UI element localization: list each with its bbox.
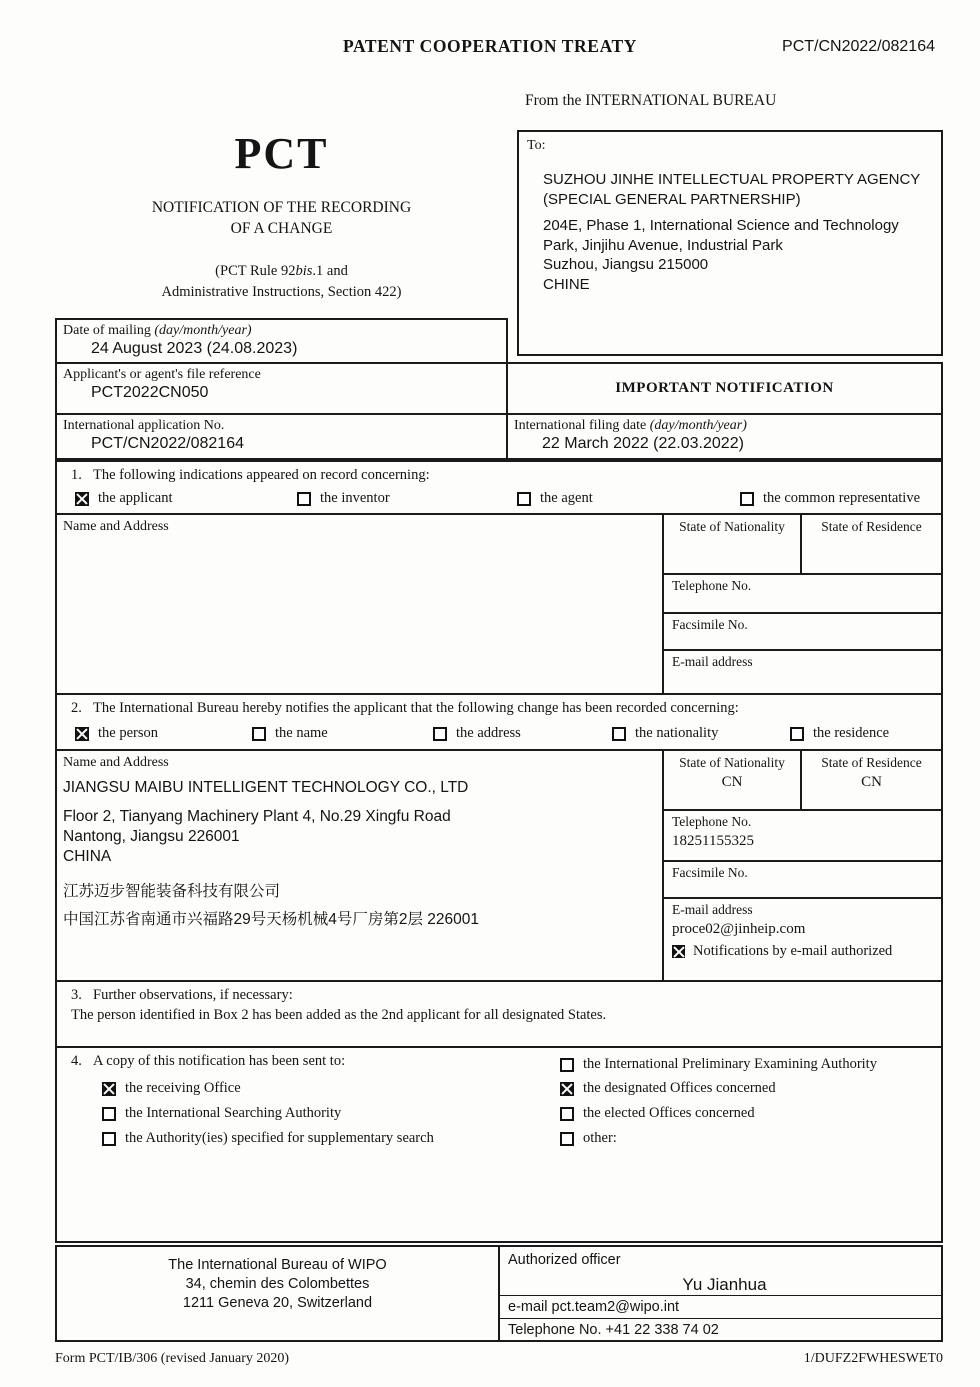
recipient-address — [543, 170, 933, 294]
box1-header: 1. The following indications appeared on record concerning: the applicant the inventor the agent the common representative — [57, 462, 941, 515]
recipient-city: Suzhou, Jiangsu 215000 — [543, 256, 709, 273]
file-reference-label: Applicant's or agent's file reference — [63, 367, 261, 382]
applicant-address-line1: Floor 2, Tianyang Machinery Plant 4, No.29 Xingfu Road — [63, 808, 451, 825]
box1-email-label: E-mail address — [672, 654, 753, 670]
box2-header: 2. The International Bureau hereby notifies the applicant that the following change has been recorded concerning: the person the name the address the nationality the residence — [57, 695, 941, 751]
box1-nationality-label: State of Nationality — [664, 515, 802, 573]
box2-email-label: E-mail address — [672, 901, 753, 917]
application-no-box — [55, 413, 508, 460]
authorized-officer-label: Authorized officer — [508, 1252, 621, 1268]
file-reference-box — [55, 362, 508, 415]
box3-observation-text: The person identified in Box 2 has been added as the 2nd applicant for all designated States. — [71, 1007, 607, 1023]
from-international-bureau: From the INTERNATIONAL BUREAU — [525, 92, 777, 109]
recipient-street: 204E, Phase 1, International Science and Technology Park, Jinjihu Avenue, Industrial Park — [543, 217, 899, 254]
box4-option-other: other: — [560, 1130, 617, 1147]
box2-option-nationality: the nationality — [612, 725, 718, 742]
box4-copies-sent: 4. A copy of this notification has been sent to: the International Preliminary Examining Authority the receiving Office the designated Offices concerned the International Searching Authority the elected Offices concerned the Authority(ies) specified for supplementary search other: — [71, 1053, 877, 1146]
box4-option-ipea: the International Preliminary Examining Authority — [560, 1056, 877, 1073]
box2-telephone-label: Telephone No. — [672, 814, 752, 830]
file-reference-value: PCT2022CN050 — [91, 384, 209, 401]
inventor-checkbox-icon — [297, 492, 311, 506]
filing-date-value: 22 March 2022 (22.03.2022) — [542, 435, 744, 452]
box1-name-address-cell — [57, 515, 664, 693]
box2-option-name: the name — [252, 725, 328, 742]
common-representative-checkbox-icon — [740, 492, 754, 506]
treaty-title: PATENT COOPERATION TREATY — [342, 36, 638, 56]
box4-heading: A copy of this notification has been sent to: — [93, 1053, 346, 1069]
document-code: 1/DUFZ2FWHESWET0 — [803, 1351, 943, 1366]
box2-residence-value: CN — [861, 774, 882, 790]
date-of-mailing-value: 24 August 2023 (24.08.2023) — [91, 340, 298, 357]
box2-nationality-value: CN — [721, 774, 743, 790]
form-title: NOTIFICATION OF THE RECORDING OF A CHANGE — [151, 199, 412, 237]
important-notification-label: IMPORTANT NOTIFICATION — [615, 380, 834, 396]
important-notification-box — [506, 362, 943, 415]
box2-body — [57, 751, 941, 982]
address-checkbox-icon — [433, 727, 447, 741]
main-form-table — [55, 460, 943, 1243]
residence-checkbox-icon — [790, 727, 804, 741]
box1-facsimile-label: Facsimile No. — [664, 614, 941, 652]
agent-checkbox-icon — [517, 492, 531, 506]
box4-option-receiving-office: the receiving Office — [102, 1080, 241, 1097]
box4-option-supplementary-search: the Authority(ies) specified for supplementary search — [102, 1130, 434, 1147]
box2-email-value: proce02@jinheip.com — [672, 920, 806, 937]
applicant-address-chinese: 中国江苏省南通市兴福路29号天杨机械4号厂房第2层 226001 — [63, 911, 480, 928]
isa-checkbox-icon — [102, 1107, 116, 1121]
nationality-checkbox-icon — [612, 727, 626, 741]
application-no-label: International application No. — [63, 418, 225, 433]
bureau-address: The International Bureau of WIPO 34, chemin des Colombettes 1211 Geneva 20, Switzerland — [57, 1247, 500, 1340]
box4-option-elected-offices: the elected Offices concerned — [560, 1105, 755, 1122]
applicant-address-line2: Nantong, Jiangsu 226001 — [63, 828, 240, 845]
box2-nationality-label: State of Nationality — [679, 755, 785, 770]
box1-name-address-label: Name and Address — [63, 519, 169, 534]
box3-observations: 3. Further observations, if necessary: The person identified in Box 2 has been added as the 2nd applicant for all designated States. — [57, 982, 941, 1048]
ipea-checkbox-icon — [560, 1058, 574, 1072]
box4-option-isa: the International Searching Authority — [102, 1105, 341, 1122]
authorized-officer-cell — [500, 1247, 941, 1340]
box2-option-person: the person — [75, 725, 158, 742]
box1-option-agent: the agent — [517, 490, 593, 507]
authorized-officer-name: Yu Jianhua — [682, 1275, 767, 1294]
email-authorized-option: Notifications by e-mail authorized — [672, 943, 933, 960]
supplementary-search-checkbox-icon — [102, 1132, 116, 1146]
box2-facsimile-label: Facsimile No. — [664, 862, 941, 899]
receiving-office-checkbox-icon — [102, 1082, 116, 1096]
box2-name-address-label: Name and Address — [63, 755, 169, 770]
recipient-address-box — [517, 130, 943, 356]
application-number-header: PCT/CN2022/082164 — [782, 38, 935, 55]
page-footer — [55, 1351, 943, 1367]
box2-residence-label: State of Residence — [821, 755, 922, 770]
form-id: Form PCT/IB/306 (revised January 2020) — [55, 1351, 290, 1366]
box1-body — [57, 515, 941, 695]
box1-option-common-representative: the common representative — [740, 490, 920, 507]
recipient-country: CHINE — [543, 275, 590, 293]
application-no-value: PCT/CN2022/082164 — [91, 435, 244, 452]
box1-option-inventor: the inventor — [297, 490, 390, 507]
name-checkbox-icon — [252, 727, 266, 741]
other-checkbox-icon — [560, 1132, 574, 1146]
date-of-mailing-box: Date of mailing (day/month/year) 24 August 2023 (24.08.2023) — [55, 318, 508, 364]
officer-telephone: Telephone No. +41 22 338 74 02 — [500, 1318, 941, 1341]
applicant-address-line3: CHINA — [63, 848, 112, 865]
applicant-checkbox-icon — [75, 492, 89, 506]
applicant-name: JIANGSU MAIBU INTELLIGENT TECHNOLOGY CO., LTD — [63, 779, 469, 796]
box2-telephone-value: 18251155325 — [672, 833, 754, 850]
box2-name-address-cell — [57, 751, 664, 980]
box3-heading: Further observations, if necessary: — [93, 987, 293, 1003]
date-of-mailing-label: Date of mailing — [63, 323, 151, 338]
box2-option-residence: the residence — [790, 725, 889, 742]
box1-residence-label: State of Residence — [821, 519, 922, 534]
box4-option-designated-offices: the designated Offices concerned — [560, 1080, 776, 1097]
rule-reference: (PCT Rule 92bis.1 and Administrative Instructions, Section 422) — [161, 263, 402, 300]
box2-heading: The International Bureau hereby notifies the applicant that the following change has been recorded concerning: — [93, 700, 739, 716]
box1-telephone-label: Telephone No. — [664, 575, 941, 614]
person-checkbox-icon — [75, 727, 89, 741]
footer-signature-box — [55, 1245, 943, 1342]
box1-heading: The following indications appeared on record concerning: — [93, 467, 430, 483]
box1-option-applicant: the applicant — [75, 490, 172, 507]
box2-option-address: the address — [433, 725, 521, 742]
designated-offices-checkbox-icon — [560, 1082, 574, 1096]
officer-email: e-mail pct.team2@wipo.int — [500, 1295, 941, 1318]
applicant-name-chinese: 江苏迈步智能装备科技有限公司 — [63, 883, 281, 900]
email-authorized-checkbox-icon — [672, 945, 685, 958]
filing-date-box: International filing date (day/month/year) 22 March 2022 (22.03.2022) — [506, 413, 943, 460]
to-label: To: — [527, 138, 546, 153]
elected-offices-checkbox-icon — [560, 1107, 574, 1121]
pct-logo-text: PCT — [234, 129, 329, 178]
filing-date-label: International filing date — [514, 418, 647, 433]
recipient-name: SUZHOU JINHE INTELLECTUAL PROPERTY AGENCY (SPECIAL GENERAL PARTNERSHIP) — [543, 171, 921, 208]
